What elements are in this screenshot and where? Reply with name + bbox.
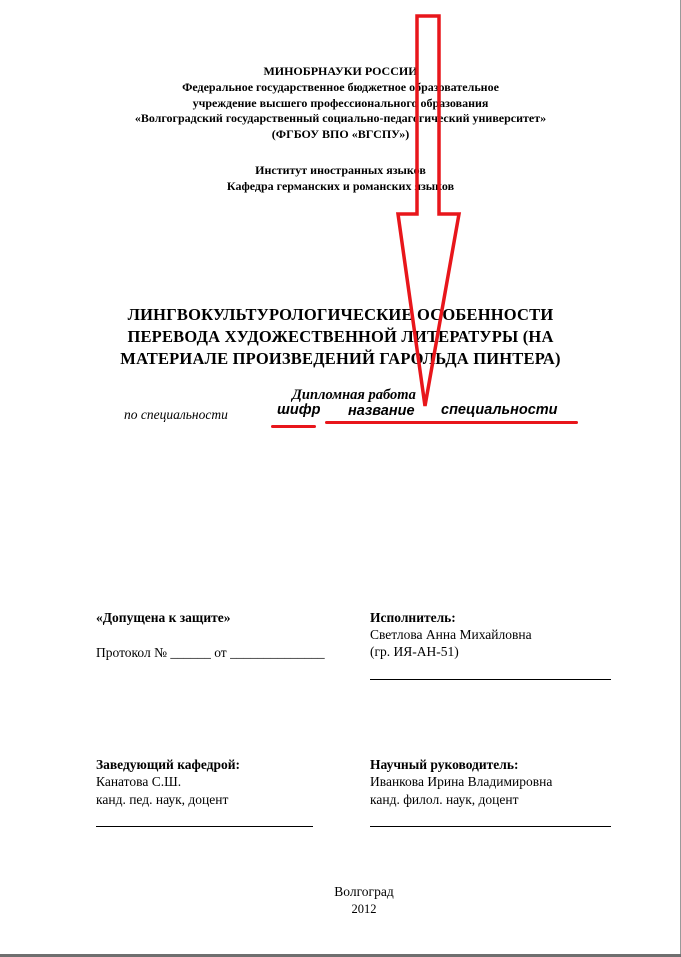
executor-signature-line xyxy=(370,679,611,680)
executor-group: (гр. ИЯ-АН-51) xyxy=(370,644,459,659)
thesis-title-line-2: ПЕРЕВОДА ХУДОЖЕСТВЕННОЙ ЛИТЕРАТУРЫ (НА xyxy=(127,327,554,346)
city: Волгоград xyxy=(334,884,394,899)
institute-name: Институт иностранных языков xyxy=(255,163,426,177)
thesis-title-line-3: МАТЕРИАЛЕ ПРОИЗВЕДЕНИЙ ГАРОЛЬДА ПИНТЕРА) xyxy=(120,349,561,368)
executor-name: Светлова Анна Михайловна xyxy=(370,627,532,642)
thesis-title-line-1: ЛИНГВОКУЛЬТУРОЛОГИЧЕСКИЕ ОСОБЕННОСТИ xyxy=(127,305,554,324)
year: 2012 xyxy=(351,902,377,916)
specialty-word-placeholder: специальности xyxy=(441,402,558,418)
university-line-2: учреждение высшего профессионального образования xyxy=(192,95,489,110)
university-abbreviation: (ФГБОУ ВПО «ВГСПУ») xyxy=(271,126,410,141)
head-of-department-degree: канд. пед. наук, доцент xyxy=(96,792,229,807)
specialty-name-placeholder: название xyxy=(348,403,415,419)
head-of-department-name: Канатова С.Ш. xyxy=(96,774,182,789)
executor-label: Исполнитель: xyxy=(370,610,456,625)
department-name: Кафедра германских и романских языков xyxy=(226,178,455,193)
head-signature-line xyxy=(96,826,313,827)
ministry-name: МИНОБРНАУКИ РОССИИ xyxy=(263,64,418,78)
specialty-code-placeholder: шифр xyxy=(277,402,321,418)
work-type: Дипломная работа xyxy=(292,387,416,403)
supervisor-name: Иванкова Ирина Владимировна xyxy=(370,774,553,789)
university-line-1: Федеральное государственное бюджетное образовательное xyxy=(182,80,499,94)
admission-label: «Допущена к защите» xyxy=(96,610,231,625)
supervisor-label: Научный руководитель: xyxy=(370,757,519,772)
head-of-department-label: Заведующий кафедрой: xyxy=(96,757,241,772)
supervisor-signature-line xyxy=(370,826,611,827)
specialty-prefix: по специальности xyxy=(124,407,228,422)
protocol-line: Протокол № ______ от ______________ xyxy=(96,645,325,660)
university-line-3: «Волгоградский государственный социально-педагогический университет» xyxy=(134,111,547,125)
supervisor-degree: канд. филол. наук, доцент xyxy=(370,792,519,807)
